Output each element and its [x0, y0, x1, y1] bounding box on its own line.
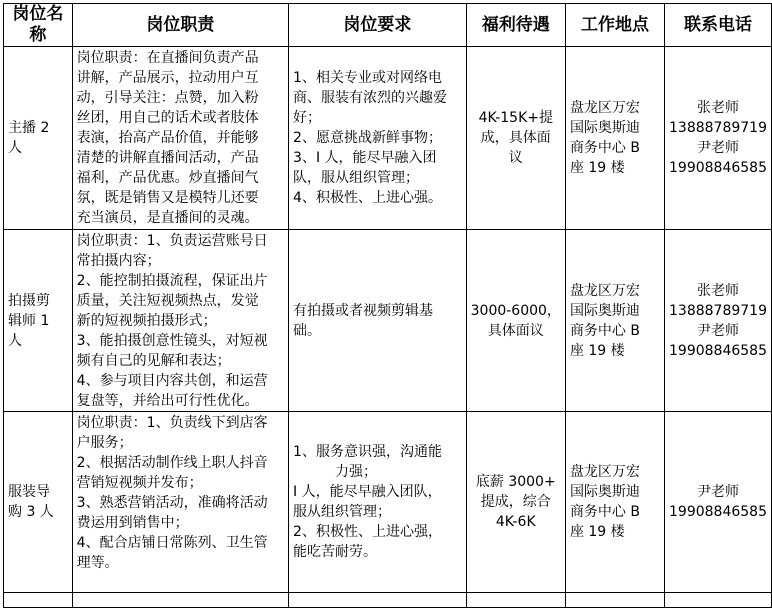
cell-line: 有拍摄或者视频剪辑基: [293, 302, 434, 319]
cell-line: 好；: [293, 110, 322, 126]
cell-line: 讲解，产品展示，拉动用户互: [76, 70, 259, 86]
cell-line: 服装导: [8, 484, 50, 500]
cell-line: 19908846585: [669, 160, 767, 176]
cell-line: 2、积极性、上进心强，: [293, 524, 442, 540]
cell-line: 2、愿意挑战新鲜事物；: [293, 130, 442, 146]
cell-line: 3、I 人，能尽早融入团: [293, 150, 437, 166]
duties-cell: [72, 47, 288, 230]
cell-line: 盘龙区万宏: [569, 282, 640, 299]
cell-line: 3、能拍摄创意性镜头，对短视: [76, 333, 268, 349]
cell-line: 13888789719: [669, 120, 767, 136]
cell-line: 2、能控制拍摄流程，保证出片: [76, 273, 268, 289]
cell-line: 商务中心 B: [569, 504, 640, 520]
empty-cell: [4, 593, 73, 608]
table-row-partial: [4, 593, 772, 608]
cell-line: 4K-15K+提: [478, 110, 553, 126]
requirements-cell: [289, 412, 467, 593]
header-benefits: 福利待遇: [466, 4, 565, 47]
cell-line: 4、配合店铺日常陈列、卫生管: [76, 535, 268, 551]
cell-line: 议: [508, 150, 523, 166]
cell-line: 理等。: [76, 555, 119, 571]
cell-line: 2、根据活动制作线上职人抖音: [76, 455, 268, 471]
empty-cell: [72, 593, 288, 608]
phone-cell: [664, 230, 771, 412]
cell-line: 力强；: [293, 464, 378, 480]
empty-cell: [466, 593, 565, 608]
cell-line: 岗位职责：1、负责运营账号日: [76, 233, 268, 249]
cell-line: 人: [8, 140, 22, 156]
cell-line: 座 19 楼: [569, 342, 625, 359]
benefits-cell: [466, 412, 565, 593]
cell-line: 具体面议: [487, 322, 544, 339]
header-requirements: 岗位要求: [289, 4, 467, 47]
cell-line: 尹老师: [696, 484, 739, 500]
cell-line: 频有自己的见解和表达；: [76, 353, 231, 369]
cell-line: 表演，抬高产品价值，并能够: [76, 130, 259, 146]
cell-line: 费运用到销售中；: [76, 515, 189, 531]
cell-line: 4K-6K: [495, 514, 536, 530]
header-row: [4, 4, 772, 47]
position-name-cell: [4, 412, 73, 593]
cell-line: 队，服从组织管理；: [293, 170, 420, 186]
cell-line: 清楚的讲解直播间活动，产品: [76, 150, 259, 166]
empty-cell: [664, 593, 771, 608]
cell-line: 营销短视频并发布；: [76, 475, 203, 491]
table-row: [4, 47, 772, 230]
location-cell: [565, 412, 664, 593]
requirements-cell: [289, 230, 467, 412]
cell-line: 动，引导关注：点赞，加入粉: [76, 90, 259, 106]
cell-line: 辑师 1: [8, 312, 50, 329]
cell-line: 国际奥斯迪: [569, 302, 640, 319]
benefits-cell: [466, 230, 565, 412]
cell-line: 张老师: [696, 100, 739, 116]
cell-line: 础。: [293, 322, 322, 339]
location-cell: [565, 47, 664, 230]
cell-line: 丝团，用自己的话术或者肢体: [76, 110, 259, 126]
header-position-name: 岗位名称: [4, 4, 73, 47]
cell-line: 购 3 人: [8, 504, 54, 520]
empty-cell: [289, 593, 467, 608]
table-row: [4, 230, 772, 412]
cell-line: 提成，综合: [480, 494, 551, 510]
position-name-cell: [4, 230, 73, 412]
phone-cell: [664, 47, 771, 230]
cell-line: 新的短视频拍摄形式；: [76, 313, 217, 329]
cell-line: 国际奥斯迪: [569, 484, 640, 500]
cell-line: I 人，能尽早融入团队，: [293, 484, 442, 500]
empty-cell: [565, 593, 664, 608]
duties-cell: [72, 412, 288, 593]
cell-line: 19908846585: [669, 504, 767, 520]
cell-line: 主播 2: [8, 120, 50, 136]
cell-line: 拍摄剪: [8, 292, 50, 309]
cell-line: 福利，产品优惠。炒直播间气: [76, 170, 259, 186]
phone-cell: [664, 412, 771, 593]
cell-line: 常拍摄内容；: [76, 253, 161, 269]
cell-line: 岗位职责：在直播间负责产品: [76, 50, 259, 66]
benefits-cell: [466, 47, 565, 230]
cell-line: 国际奥斯迪: [569, 120, 640, 136]
cell-line: 户服务；: [76, 435, 133, 451]
location-cell: [565, 230, 664, 412]
cell-line: 3、熟悉营销活动，准确将活动: [76, 495, 268, 511]
cell-line: 尹老师: [696, 140, 739, 156]
cell-line: 1、相关专业或对网络电: [293, 70, 442, 86]
cell-line: 复盘等，并给出可行性优化。: [76, 393, 259, 409]
cell-line: 13888789719: [669, 302, 767, 319]
cell-line: 氛，既是销售又是模特儿还要: [76, 190, 259, 206]
cell-line: 成，具体面: [480, 130, 551, 146]
job-table: [3, 3, 772, 608]
cell-line: 座 19 楼: [569, 160, 625, 176]
cell-line: 盘龙区万宏: [569, 464, 640, 480]
cell-line: 质量，关注短视频热点，发觉: [76, 293, 259, 309]
cell-line: 19908846585: [669, 342, 767, 359]
header-duties: 岗位职责: [72, 4, 288, 47]
cell-line: 3000-6000，: [470, 302, 561, 319]
cell-line: 人: [8, 332, 22, 349]
cell-line: 尹老师: [696, 322, 739, 339]
cell-line: 服从组织管理；: [293, 504, 392, 520]
cell-line: 1、服务意识强，沟通能: [293, 444, 442, 460]
header-phone: 联系电话: [664, 4, 771, 47]
cell-line: 岗位职责：1、负责线下到店客: [76, 415, 268, 431]
cell-line: 盘龙区万宏: [569, 100, 640, 116]
duties-cell: [72, 230, 288, 412]
requirements-cell: [289, 47, 467, 230]
position-name-cell: [4, 47, 73, 230]
header-location: 工作地点: [565, 4, 664, 47]
cell-line: 充当演员，是直播间的灵魂。: [76, 210, 259, 226]
cell-line: 座 19 楼: [569, 524, 625, 540]
cell-line: 能吃苦耐劳。: [293, 544, 378, 560]
cell-line: 4、参与项目内容共创，和运营: [76, 373, 268, 389]
cell-line: 商、服装有浓烈的兴趣爱: [293, 90, 448, 106]
cell-line: 张老师: [696, 282, 739, 299]
cell-line: 商务中心 B: [569, 140, 640, 156]
table-row: [4, 412, 772, 593]
cell-line: 商务中心 B: [569, 322, 640, 339]
cell-line: 4、积极性、上进心强。: [293, 190, 442, 206]
cell-line: 底薪 3000+: [475, 474, 556, 490]
